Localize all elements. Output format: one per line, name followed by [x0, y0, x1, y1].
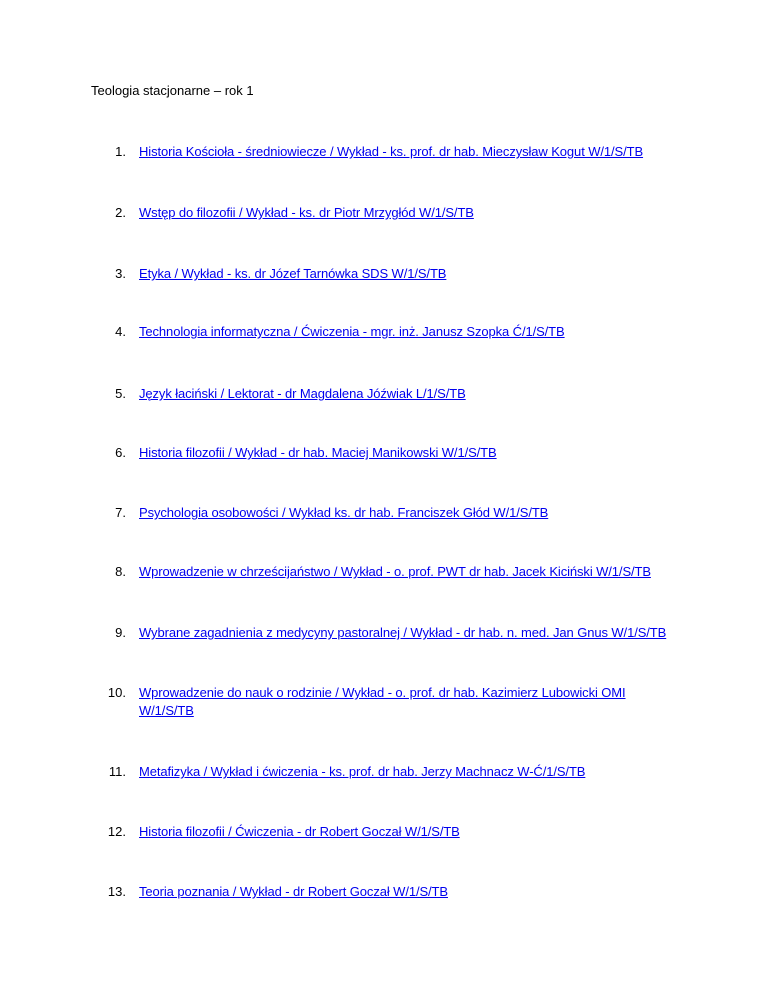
course-link[interactable]: Wybrane zagadnienia z medycyny pastoralnej / Wykład - dr hab. n. med. Jan Gnus W/1/S/TB	[139, 625, 667, 640]
course-link[interactable]: Wprowadzenie do nauk o rodzinie / Wykład - o. prof. dr hab. Kazimierz Lubowicki OMI W/1/S/TB	[139, 685, 626, 718]
course-link[interactable]: Język łaciński / Lektorat - dr Magdalena Jóźwiak L/1/S/TB	[139, 386, 466, 401]
course-link[interactable]: Historia filozofii / Wykład - dr hab. Maciej Manikowski W/1/S/TB	[139, 445, 497, 460]
course-link[interactable]: Psychologia osobowości / Wykład ks. dr hab. Franciszek Głód W/1/S/TB	[139, 505, 549, 520]
course-link[interactable]: Wprowadzenie w chrześcijaństwo / Wykład - o. prof. PWT dr hab. Jacek Kiciński W/1/S/TB	[139, 564, 651, 579]
page-title: Teologia stacjonarne – rok 1	[91, 83, 254, 98]
item-number: 8.	[115, 564, 126, 579]
course-link[interactable]: Teoria poznania / Wykład - dr Robert Goczał W/1/S/TB	[139, 884, 448, 899]
course-link[interactable]: Historia filozofii / Ćwiczenia - dr Robert Goczał W/1/S/TB	[139, 824, 460, 839]
item-number: 13.	[107, 884, 126, 899]
item-number: 9.	[115, 625, 126, 640]
item-number: 3.	[115, 266, 126, 281]
course-link[interactable]: Metafizyka / Wykład i ćwiczenia - ks. prof. dr hab. Jerzy Machnacz W-Ć/1/S/TB	[139, 764, 586, 779]
course-link[interactable]: Wstęp do filozofii / Wykład - ks. dr Piotr Mrzygłód W/1/S/TB	[139, 205, 474, 220]
item-number: 7.	[115, 505, 126, 520]
item-number: 6.	[115, 445, 126, 460]
course-link[interactable]: Historia Kościoła - średniowiecze / Wykład - ks. prof. dr hab. Mieczysław Kogut W/1/S/TB	[139, 144, 644, 159]
item-number: 2.	[115, 205, 126, 220]
item-number: 1.	[115, 144, 126, 159]
item-number: 5.	[115, 386, 126, 401]
item-number: 11.	[108, 764, 126, 779]
item-number: 12.	[107, 824, 126, 839]
item-number: 4.	[115, 324, 126, 339]
course-link[interactable]: Etyka / Wykład - ks. dr Józef Tarnówka SDS W/1/S/TB	[139, 266, 447, 281]
course-link[interactable]: Technologia informatyczna / Ćwiczenia - mgr. inż. Janusz Szopka Ć/1/S/TB	[139, 324, 565, 339]
item-number: 10.	[107, 685, 126, 700]
